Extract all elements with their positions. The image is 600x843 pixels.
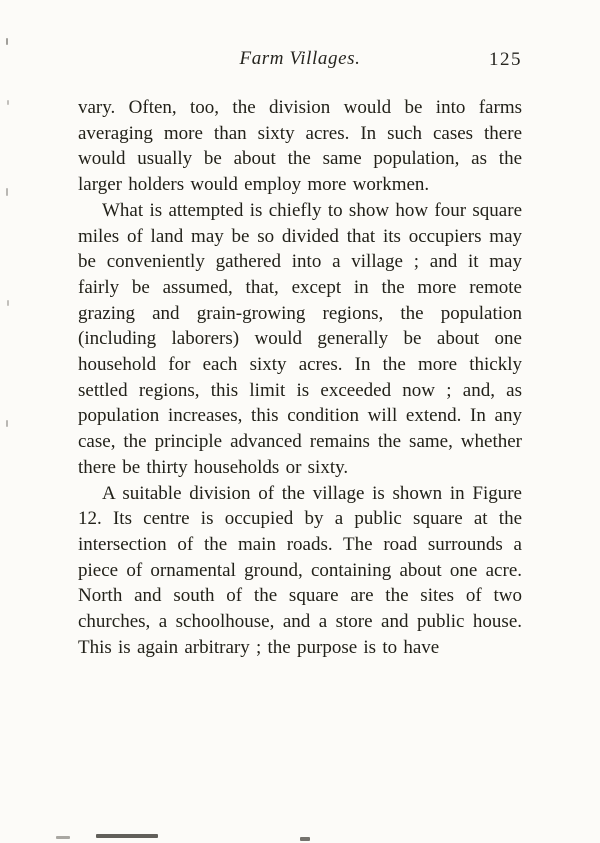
running-head-title: Farm Villages. — [239, 48, 361, 69]
page-header — [78, 48, 522, 76]
scan-artifact — [6, 420, 8, 427]
scan-artifact — [300, 837, 310, 841]
scan-artifact — [7, 300, 9, 306]
scan-artifact — [56, 836, 70, 839]
scan-artifact — [6, 38, 8, 45]
paragraph-continuation: vary. Often, too, the division would be into farms averaging more than sixty acres. In such cases there would usually be about the same population, as the larger holders would employ more workmen. — [78, 97, 522, 196]
paragraph: A suitable division of the village is shown in Figure 12. Its centre is occupied by a public square at the intersection of the main roads. The road surrounds a piece of ornamental ground, containing about one acre. North and south of the square are the sites of two churches, a schoolhouse, and a store and public house. This is again arbitrary ; the purpose is to have — [78, 482, 522, 658]
paragraph: What is attempted is chiefly to show how four square miles of land may be so divided that its occupiers may be conveniently gathered into a village ; and it may fairly be assumed, that, except in the more remote grazing and grain-growing regions, the population (including laborers) would generally be about one household for each sixty acres. In the more thickly settled regions, this limit is exceeded now ; and, as population increases, this condition will extend. In any case, the principle advanced remains the same, whether there be thirty households or sixty. — [78, 199, 522, 478]
page-body — [78, 95, 522, 660]
scan-artifact — [6, 188, 8, 196]
page-number: 125 — [489, 49, 522, 70]
scan-artifact — [96, 834, 158, 838]
scan-artifact — [7, 100, 9, 105]
